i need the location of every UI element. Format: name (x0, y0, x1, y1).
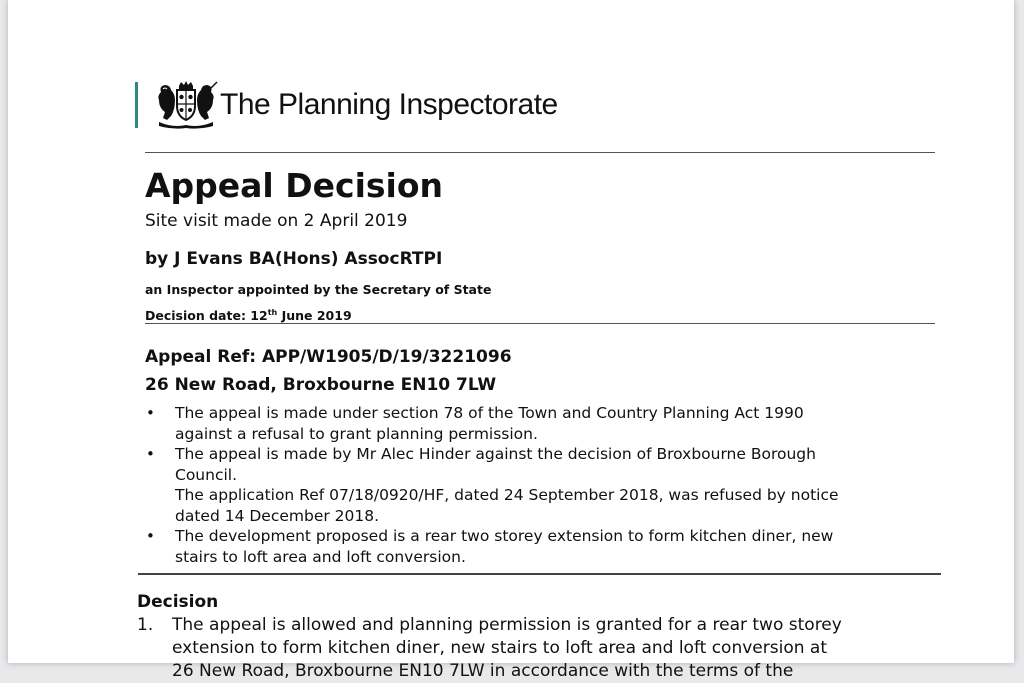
paragraph-line: extension to form kitchen diner, new stairs to loft area and loft conversion at (172, 638, 827, 658)
list-item-line: stairs to loft area and loft conversion. (175, 547, 466, 566)
bullet-icon: • (146, 527, 155, 545)
logo-accent-bar (135, 82, 138, 128)
organisation-name: The Planning Inspectorate (220, 88, 558, 121)
paragraph-line: The appeal is allowed and planning permission is granted for a rear two storey (172, 615, 842, 635)
list-item (145, 444, 945, 526)
list-item-line: The appeal is made by Mr Alec Hinder against the decision of Broxbourne Borough (175, 445, 816, 463)
list-item (145, 403, 945, 444)
decision-heading: Decision (137, 592, 219, 612)
decision-date (145, 308, 352, 323)
details-divider (145, 323, 935, 324)
paragraph-line: 26 New Road, Broxbourne EN10 7LW in accordance with the terms of the (172, 661, 794, 681)
list-item-line: The appeal is made under section 78 of the Town and Country Planning Act 1990 (175, 404, 804, 422)
site-visit-date: Site visit made on 2 April 2019 (145, 211, 408, 231)
decision-date-suffix: th (267, 307, 278, 317)
bullet-icon: • (146, 404, 155, 422)
bullet-icon: • (146, 445, 155, 463)
appeal-reference: Appeal Ref: APP/W1905/D/19/3221096 (145, 347, 512, 367)
list-item-line: dated 14 December 2018. (175, 506, 380, 525)
royal-coat-of-arms-icon (153, 80, 219, 130)
inspector-name: by J Evans BA(Hons) AssocRTPI (145, 249, 443, 269)
site-address: 26 New Road, Broxbourne EN10 7LW (145, 375, 497, 395)
appointment-line: an Inspector appointed by the Secretary of State (145, 282, 492, 297)
appeal-details-list (145, 403, 945, 567)
list-item-line: The development proposed is a rear two storey extension to form kitchen diner, new (175, 527, 834, 545)
paragraph-number: 1. (137, 615, 154, 635)
decision-date-label: Decision date: 12 (145, 308, 268, 323)
header-divider (145, 152, 935, 153)
list-item-line: The application Ref 07/18/0920/HF, dated 24 September 2018, was refused by notice (175, 486, 839, 504)
document-page (8, 0, 1014, 681)
decision-date-rest: June 2019 (277, 308, 352, 323)
decision-paragraph (137, 614, 937, 683)
page-title: Appeal Decision (145, 166, 443, 205)
list-item (145, 526, 945, 567)
list-item-line: Council. (175, 465, 238, 484)
list-item-line: against a refusal to grant planning permission. (175, 424, 538, 443)
section-divider (138, 573, 941, 575)
